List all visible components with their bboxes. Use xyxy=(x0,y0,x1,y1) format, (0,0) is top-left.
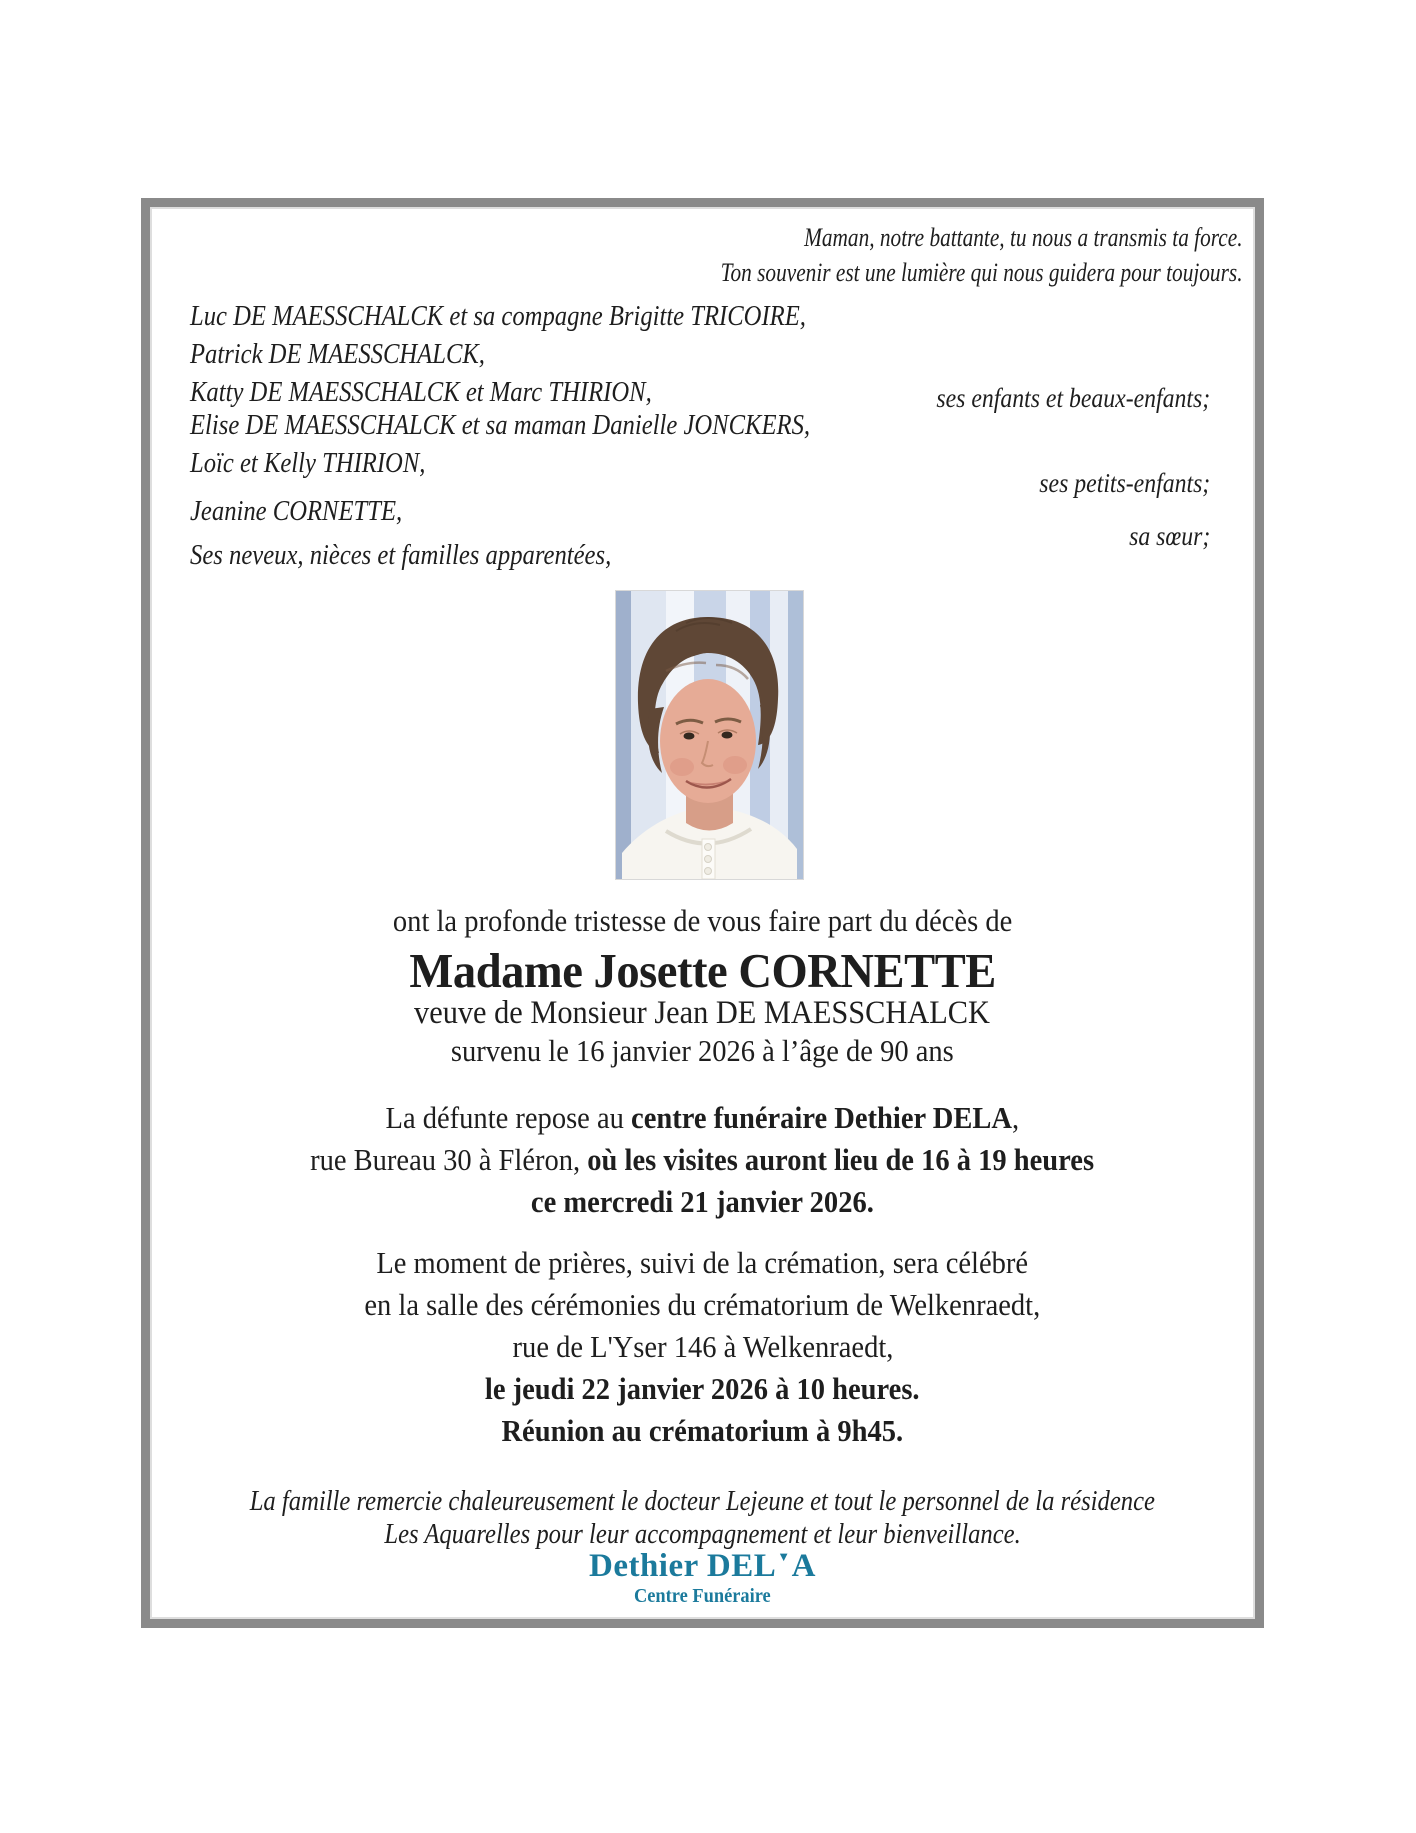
relation-label-sister xyxy=(1118,522,1210,552)
ceremony-line-2 xyxy=(150,1287,1255,1323)
relation-text: ses petits-enfants; xyxy=(1039,468,1210,498)
mourner-name: Jeanine CORNETTE, xyxy=(190,496,403,527)
mourner-line xyxy=(190,340,525,371)
logo-suffix: A xyxy=(791,1548,816,1584)
mourner-line xyxy=(190,302,890,333)
visitation-line-1 xyxy=(150,1100,1255,1136)
epigraph-line-1: Maman, notre battante, tu nous a transmis ta force. xyxy=(804,223,1243,252)
thanks-line-1-text: La famille remercie chaleureusement le docteur Lejeune et tout le personnel de la résidence xyxy=(249,1486,1156,1517)
visitation-line-3-text xyxy=(531,1184,874,1220)
mourner-name: Patrick DE MAESSCHALCK, xyxy=(190,339,485,370)
visitation-date-bold: ce mercredi 21 janvier 2026. xyxy=(531,1184,874,1219)
relation-label-grandchildren xyxy=(1016,469,1210,499)
visitation-normal: La défunte repose au xyxy=(385,1100,632,1135)
mourner-line xyxy=(190,411,895,442)
ceremony-line-1-text: Le moment de prières, suivi de la crémation, sera célébré xyxy=(376,1245,1029,1280)
visitation-hours-bold: où les visites auront lieu de 16 à 19 heures xyxy=(587,1142,1095,1177)
announcement-intro xyxy=(150,903,1255,939)
widow-line xyxy=(150,995,1255,1033)
logo-prefix: Dethier DEL xyxy=(588,1548,777,1584)
ceremony-line-3 xyxy=(150,1329,1255,1365)
mourner-line xyxy=(190,378,715,409)
mourner-line xyxy=(190,449,458,480)
relation-text: sa sœur; xyxy=(1128,521,1210,551)
mourner-name: Ses neveux, nièces et familles apparentées, xyxy=(190,540,612,571)
visitation-line-3 xyxy=(150,1184,1255,1220)
epigraph-line-2: Ton souvenir est une lumière qui nous guidera pour toujours. xyxy=(721,258,1243,287)
visitation-line-2-text xyxy=(311,1142,1095,1178)
widow-line-text: veuve de Monsieur Jean DE MAESSCHALCK xyxy=(414,995,991,1031)
ceremony-line-4-text xyxy=(485,1371,920,1407)
logo-triangle-icon: ▼ xyxy=(777,1549,791,1564)
funeral-home-logo-text xyxy=(589,1548,816,1586)
relation-text: ses enfants et beaux-enfants; xyxy=(936,383,1210,413)
mourner-line-others xyxy=(190,541,669,572)
relation-label-children xyxy=(899,384,1210,414)
mourner-line xyxy=(190,497,431,528)
visitation-line-2 xyxy=(150,1142,1255,1178)
epigraph xyxy=(606,220,1243,290)
ceremony-line-3-text: rue de L'Yser 146 à Welkenraedt, xyxy=(512,1329,893,1364)
mourner-name: Elise DE MAESSCHALCK et sa maman Danielle JONCKERS, xyxy=(190,410,811,441)
thanks-line-1 xyxy=(150,1486,1255,1518)
ceremony-line-5 xyxy=(150,1413,1255,1449)
deceased-name-text: Madame Josette CORNETTE xyxy=(409,943,996,998)
ceremony-meeting-bold: Réunion au crématorium à 9h45. xyxy=(501,1413,904,1448)
visitation-punct: , xyxy=(1012,1100,1020,1135)
mourner-name: Luc DE MAESSCHALCK et sa compagne Brigitte TRICOIRE, xyxy=(190,301,806,332)
ceremony-date-bold: le jeudi 22 janvier 2026 à 10 heures. xyxy=(485,1371,920,1406)
visitation-address: rue Bureau 30 à Fléron, xyxy=(310,1142,588,1177)
ceremony-line-4 xyxy=(150,1371,1255,1407)
thanks-line-2 xyxy=(150,1519,1255,1551)
visitation-line-1-text xyxy=(386,1100,1020,1136)
funeral-home-subtitle-text: Centre Funéraire xyxy=(634,1585,771,1607)
funeral-home-logo xyxy=(150,1548,1255,1586)
thanks-line-2-text: Les Aquarelles pour leur accompagnement et leur bienveillance. xyxy=(384,1519,1021,1550)
announcement-intro-text: ont la profonde tristesse de vous faire part du décès de xyxy=(392,903,1013,938)
ceremony-line-1 xyxy=(150,1245,1255,1281)
death-details xyxy=(150,1033,1255,1069)
portrait-photo xyxy=(616,591,803,879)
funeral-home-subtitle xyxy=(150,1585,1255,1608)
mourner-name: Loïc et Kelly THIRION, xyxy=(190,448,426,479)
death-details-text: survenu le 16 janvier 2026 à l’âge de 90 ans xyxy=(451,1033,954,1068)
ceremony-line-2-text: en la salle des cérémonies du crématorium de Welkenraedt, xyxy=(364,1287,1041,1322)
ceremony-line-5-text xyxy=(502,1413,904,1449)
mourner-name: Katty DE MAESSCHALCK et Marc THIRION, xyxy=(190,377,652,408)
document-frame xyxy=(141,198,1264,1628)
deceased-name xyxy=(150,943,1255,999)
funeral-home-name-bold: centre funéraire Dethier DELA xyxy=(631,1100,1013,1135)
